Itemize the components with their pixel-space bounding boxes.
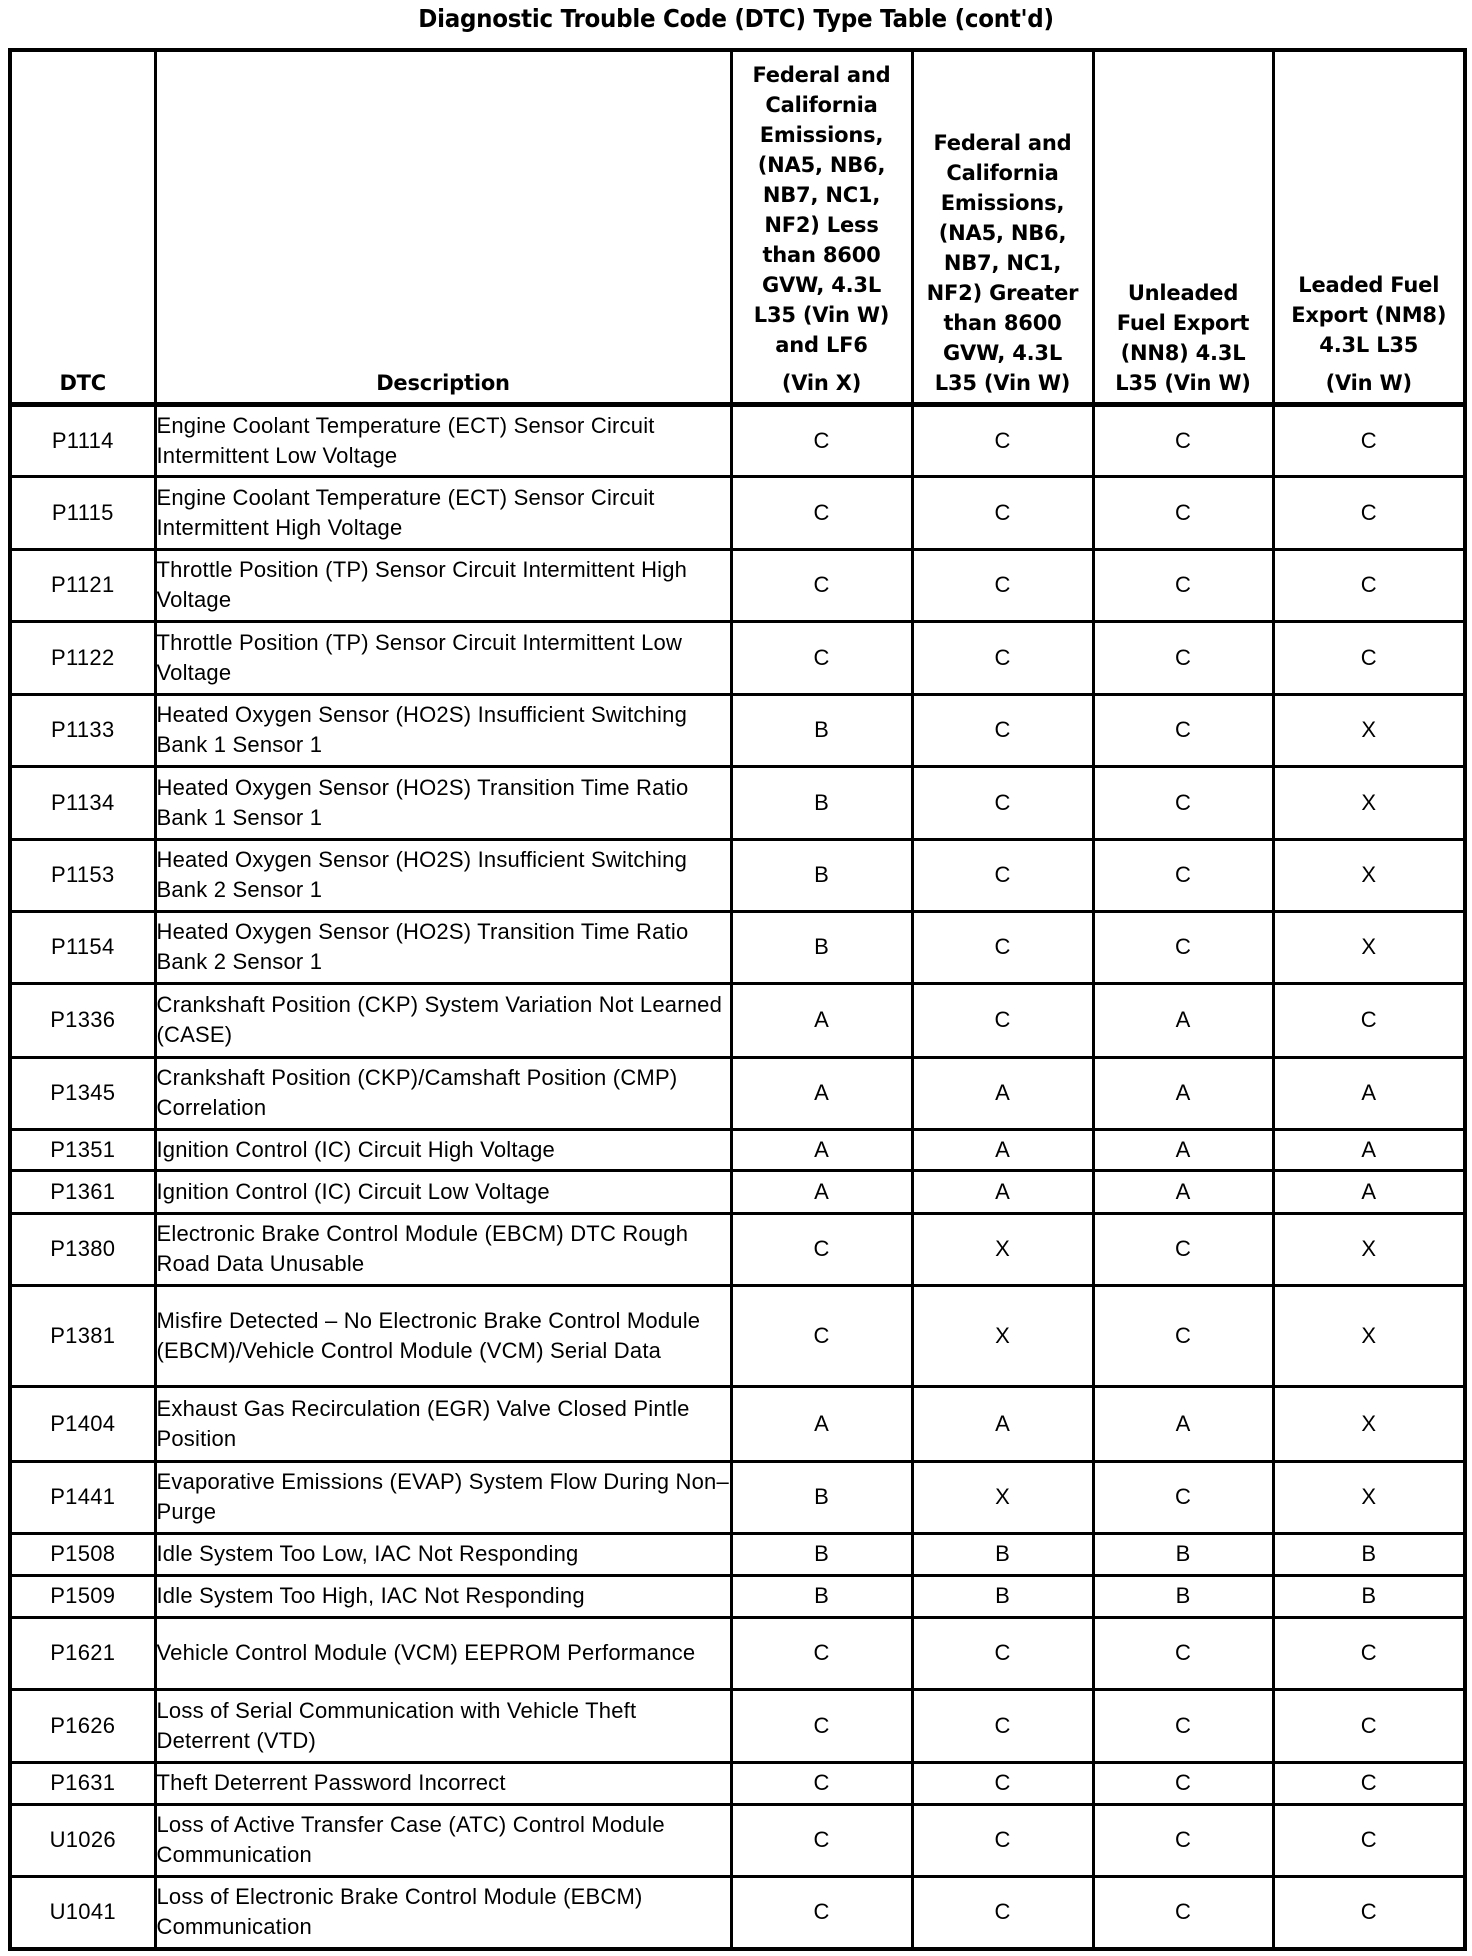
type-unleaded-export: C [1093,1285,1273,1386]
type-leaded-export: X [1273,1386,1465,1461]
dtc-code: P1631 [10,1762,155,1804]
header-leaded-fuel-export: Leaded Fuel Export (NM8) 4.3L L35 (Vin W) [1273,50,1465,404]
type-leaded-export: C [1273,1689,1465,1762]
page-title: Diagnostic Trouble Code (DTC) Type Table (cont'd) [418,4,1054,33]
type-federal-less-8600: C [731,621,912,694]
type-federal-less-8600: A [731,1129,912,1170]
type-unleaded-export: C [1093,549,1273,621]
dtc-code: U1041 [10,1876,155,1949]
type-federal-greater-8600: C [912,983,1093,1057]
dtc-description: Heated Oxygen Sensor (HO2S) Transition Time Ratio Bank 1 Sensor 1 [155,766,731,839]
type-leaded-export: A [1273,1129,1465,1170]
type-unleaded-export: C [1093,1461,1273,1533]
type-federal-greater-8600: X [912,1461,1093,1533]
type-leaded-export: X [1273,1461,1465,1533]
dtc-code: P1621 [10,1617,155,1689]
dtc-code: P1404 [10,1386,155,1461]
header-unleaded-fuel-export: Unleaded Fuel Export (NN8) 4.3L L35 (Vin W) [1093,50,1273,404]
dtc-description: Electronic Brake Control Module (EBCM) DTC Rough Road Data Unusable [155,1213,731,1285]
table-row [10,839,1465,911]
dtc-code: P1626 [10,1689,155,1762]
type-federal-greater-8600: C [912,1876,1093,1949]
dtc-description: Loss of Serial Communication with Vehicle Theft Deterrent (VTD) [155,1689,731,1762]
type-unleaded-export: C [1093,839,1273,911]
dtc-code: P1381 [10,1285,155,1386]
type-federal-less-8600: C [731,1876,912,1949]
type-unleaded-export: C [1093,404,1273,476]
table-header-row [10,50,1465,404]
dtc-code: P1336 [10,983,155,1057]
type-leaded-export: C [1273,476,1465,549]
table-row [10,1876,1465,1949]
table-row [10,983,1465,1057]
type-federal-greater-8600: C [912,404,1093,476]
type-unleaded-export: A [1093,1057,1273,1129]
dtc-code: P1115 [10,476,155,549]
dtc-description: Heated Oxygen Sensor (HO2S) Transition Time Ratio Bank 2 Sensor 1 [155,911,731,983]
type-federal-greater-8600: B [912,1533,1093,1575]
type-federal-less-8600: C [731,1689,912,1762]
type-leaded-export: X [1273,1285,1465,1386]
type-federal-less-8600: C [731,1213,912,1285]
type-unleaded-export: C [1093,1213,1273,1285]
table-row [10,1689,1465,1762]
dtc-description: Crankshaft Position (CKP)/Camshaft Position (CMP) Correlation [155,1057,731,1129]
table-row [10,1617,1465,1689]
dtc-description: Throttle Position (TP) Sensor Circuit Intermittent High Voltage [155,549,731,621]
type-leaded-export: C [1273,549,1465,621]
type-leaded-export: C [1273,1804,1465,1876]
dtc-code: P1441 [10,1461,155,1533]
table-row [10,694,1465,766]
type-federal-less-8600: C [731,1804,912,1876]
type-leaded-export: C [1273,983,1465,1057]
type-unleaded-export: C [1093,1804,1273,1876]
dtc-description: Idle System Too High, IAC Not Responding [155,1575,731,1617]
type-federal-greater-8600: C [912,1762,1093,1804]
table-row [10,1533,1465,1575]
type-federal-greater-8600: B [912,1575,1093,1617]
type-federal-greater-8600: C [912,1689,1093,1762]
dtc-code: P1508 [10,1533,155,1575]
table-row [10,404,1465,476]
type-federal-less-8600: A [731,1057,912,1129]
type-unleaded-export: B [1093,1533,1273,1575]
dtc-code: P1134 [10,766,155,839]
type-federal-greater-8600: X [912,1213,1093,1285]
type-unleaded-export: A [1093,1129,1273,1170]
header-dtc: DTC [10,50,155,404]
table-row [10,1213,1465,1285]
type-federal-greater-8600: C [912,1804,1093,1876]
dtc-code: P1114 [10,404,155,476]
type-federal-less-8600: A [731,1170,912,1213]
dtc-code: U1026 [10,1804,155,1876]
table-row [10,1575,1465,1617]
type-federal-less-8600: C [731,1617,912,1689]
type-unleaded-export: C [1093,621,1273,694]
type-federal-greater-8600: C [912,1617,1093,1689]
table-row [10,1386,1465,1461]
type-unleaded-export: C [1093,1762,1273,1804]
type-leaded-export: X [1273,911,1465,983]
type-leaded-export: X [1273,1213,1465,1285]
type-federal-greater-8600: A [912,1129,1093,1170]
dtc-description: Loss of Electronic Brake Control Module (EBCM) Communication [155,1876,731,1949]
table-row [10,1762,1465,1804]
type-unleaded-export: C [1093,694,1273,766]
type-federal-less-8600: C [731,1285,912,1386]
dtc-description: Theft Deterrent Password Incorrect [155,1762,731,1804]
dtc-code: P1509 [10,1575,155,1617]
table-row [10,1285,1465,1386]
dtc-description: Throttle Position (TP) Sensor Circuit Intermittent Low Voltage [155,621,731,694]
dtc-code: P1361 [10,1170,155,1213]
dtc-code: P1154 [10,911,155,983]
type-federal-less-8600: B [731,766,912,839]
type-unleaded-export: C [1093,1876,1273,1949]
table-row [10,1461,1465,1533]
type-leaded-export: C [1273,1617,1465,1689]
type-unleaded-export: C [1093,1689,1273,1762]
type-federal-greater-8600: A [912,1170,1093,1213]
type-leaded-export: X [1273,694,1465,766]
type-unleaded-export: C [1093,476,1273,549]
type-federal-less-8600: B [731,911,912,983]
dtc-code: P1122 [10,621,155,694]
type-federal-greater-8600: C [912,766,1093,839]
dtc-code: P1345 [10,1057,155,1129]
dtc-description: Evaporative Emissions (EVAP) System Flow During Non–Purge [155,1461,731,1533]
type-leaded-export: C [1273,404,1465,476]
table-row [10,1057,1465,1129]
dtc-code: P1351 [10,1129,155,1170]
type-federal-less-8600: B [731,1461,912,1533]
type-federal-less-8600: A [731,1386,912,1461]
dtc-description: Engine Coolant Temperature (ECT) Sensor Circuit Intermittent High Voltage [155,476,731,549]
dtc-type-table [8,48,1467,1951]
dtc-description: Heated Oxygen Sensor (HO2S) Insufficient Switching Bank 1 Sensor 1 [155,694,731,766]
type-federal-less-8600: B [731,839,912,911]
header-description: Description [155,50,731,404]
type-leaded-export: C [1273,1876,1465,1949]
type-federal-less-8600: B [731,1533,912,1575]
type-unleaded-export: C [1093,1617,1273,1689]
type-federal-greater-8600: C [912,621,1093,694]
table-row [10,621,1465,694]
type-unleaded-export: A [1093,983,1273,1057]
dtc-description: Loss of Active Transfer Case (ATC) Control Module Communication [155,1804,731,1876]
type-leaded-export: B [1273,1533,1465,1575]
table-row [10,911,1465,983]
dtc-code: P1121 [10,549,155,621]
type-federal-greater-8600: C [912,476,1093,549]
type-leaded-export: A [1273,1057,1465,1129]
type-federal-less-8600: C [731,549,912,621]
header-federal-california-greater-8600: Federal and California Emissions, (NA5, NB6, NB7, NC1, NF2) Greater than 8600 GVW, 4.3L L35 (Vin W) [912,50,1093,404]
type-leaded-export: X [1273,766,1465,839]
dtc-description: Exhaust Gas Recirculation (EGR) Valve Closed Pintle Position [155,1386,731,1461]
dtc-code: P1153 [10,839,155,911]
dtc-code: P1380 [10,1213,155,1285]
type-leaded-export: C [1273,621,1465,694]
dtc-code: P1133 [10,694,155,766]
type-leaded-export: A [1273,1170,1465,1213]
type-unleaded-export: A [1093,1170,1273,1213]
type-leaded-export: X [1273,839,1465,911]
table-row [10,549,1465,621]
type-federal-greater-8600: A [912,1057,1093,1129]
type-unleaded-export: A [1093,1386,1273,1461]
table-row [10,1170,1465,1213]
header-federal-california-less-8600: Federal and California Emissions, (NA5, NB6, NB7, NC1, NF2) Less than 8600 GVW, 4.3L L35 (Vin W) and LF6 (Vin X) [731,50,912,404]
table-row [10,1804,1465,1876]
type-federal-less-8600: C [731,404,912,476]
dtc-description: Ignition Control (IC) Circuit High Voltage [155,1129,731,1170]
type-federal-greater-8600: X [912,1285,1093,1386]
type-federal-greater-8600: C [912,839,1093,911]
dtc-description: Ignition Control (IC) Circuit Low Voltage [155,1170,731,1213]
type-federal-less-8600: C [731,1762,912,1804]
dtc-description: Engine Coolant Temperature (ECT) Sensor Circuit Intermittent Low Voltage [155,404,731,476]
dtc-description: Vehicle Control Module (VCM) EEPROM Performance [155,1617,731,1689]
type-federal-greater-8600: C [912,549,1093,621]
table-row [10,766,1465,839]
dtc-description: Idle System Too Low, IAC Not Responding [155,1533,731,1575]
type-unleaded-export: B [1093,1575,1273,1617]
type-federal-less-8600: A [731,983,912,1057]
type-federal-greater-8600: A [912,1386,1093,1461]
type-federal-less-8600: B [731,694,912,766]
type-federal-greater-8600: C [912,911,1093,983]
dtc-description: Heated Oxygen Sensor (HO2S) Insufficient Switching Bank 2 Sensor 1 [155,839,731,911]
table-row [10,1129,1465,1170]
table-row [10,476,1465,549]
dtc-description: Misfire Detected – No Electronic Brake Control Module (EBCM)/Vehicle Control Module (VCM) Serial Data [155,1285,731,1386]
type-federal-greater-8600: C [912,694,1093,766]
type-leaded-export: B [1273,1575,1465,1617]
type-unleaded-export: C [1093,766,1273,839]
dtc-description: Crankshaft Position (CKP) System Variation Not Learned (CASE) [155,983,731,1057]
type-unleaded-export: C [1093,911,1273,983]
type-federal-less-8600: B [731,1575,912,1617]
type-federal-less-8600: C [731,476,912,549]
type-leaded-export: C [1273,1762,1465,1804]
